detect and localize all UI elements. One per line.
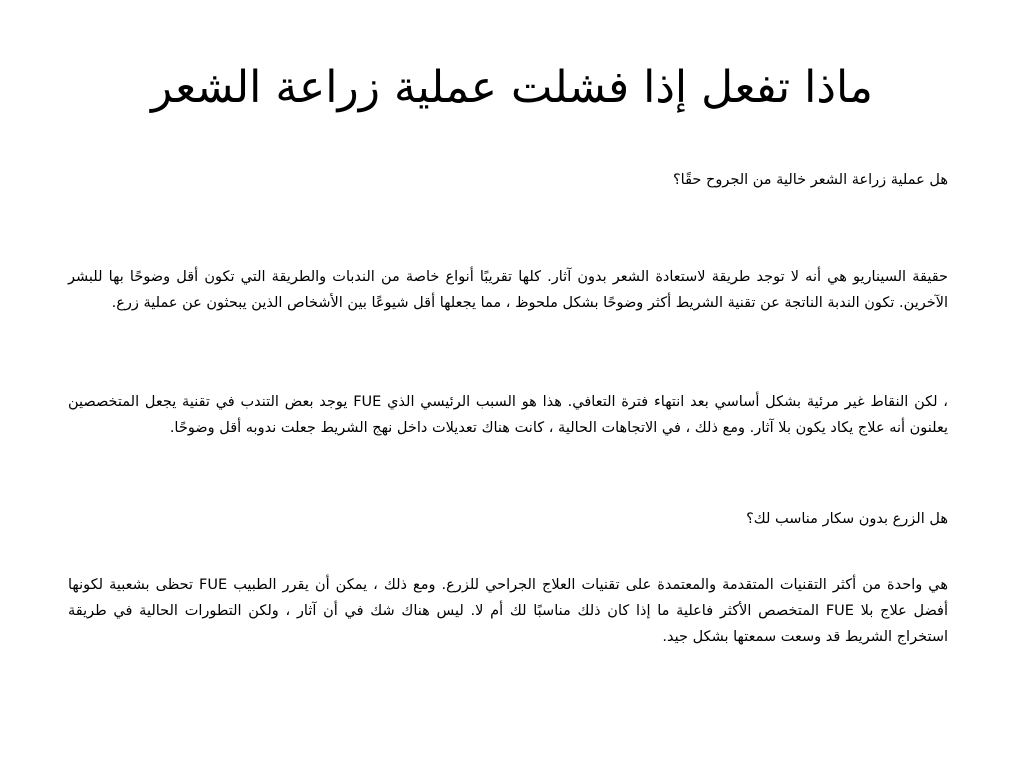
slide-title: ماذا تفعل إذا فشلت عملية زراعة الشعر xyxy=(151,62,873,113)
question-suitable: هل الزرع بدون سكار مناسب لك؟ xyxy=(746,511,948,527)
paragraph-scenario: حقيقة السيناريو هي أنه لا توجد طريقة لاستعادة الشعر بدون آثار. كلها تقريبًا أنواع خاصة من الندبات والطريقة التي تكون أقل وضوحًا بها للبشر الآخرين. تكون الندبة الناتجة عن تقنية الشريط أكثر وضوحًا بشكل ملحوظ ، مما يجعلها أقل شيوعًا بين الأشخاص الذين يبحثون عن عملية زرع. xyxy=(68,269,948,311)
paragraph-fue-scarring: ، لكن النقاط غير مرئية بشكل أساسي بعد انتهاء فترة التعافي. هذا هو السبب الرئيسي الذي FUE يوجد بعض التندب في تقنية يجعل المتخصصين يعلنون أنه علاج يكاد يكون بلا آثار. ومع ذلك ، في الاتجاهات الحالية ، كانت هناك تعديلات داخل نهج الشريط جعلت ندوبه أقل وضوحًا. xyxy=(68,394,948,436)
question-scar-free: هل عملية زراعة الشعر خالية من الجروح حقًا؟ xyxy=(672,172,948,188)
paragraph-advanced-techniques: هي واحدة من أكثر التقنيات المتقدمة والمعتمدة على تقنيات العلاج الجراحي للزرع. ومع ذلك ، يمكن أن يقرر الطبيب FUE تحظى بشعبية لكونها أفضل علاج بلا FUE المتخصص الأكثر فاعلية ما إذا كان ذلك مناسبًا لك أم لا. ليس هناك شك في أن آثار ، ولكن التطورات الحالية في طريقة استخراج الشريط قد وسعت سمعتها بشكل جيد. xyxy=(68,577,949,645)
